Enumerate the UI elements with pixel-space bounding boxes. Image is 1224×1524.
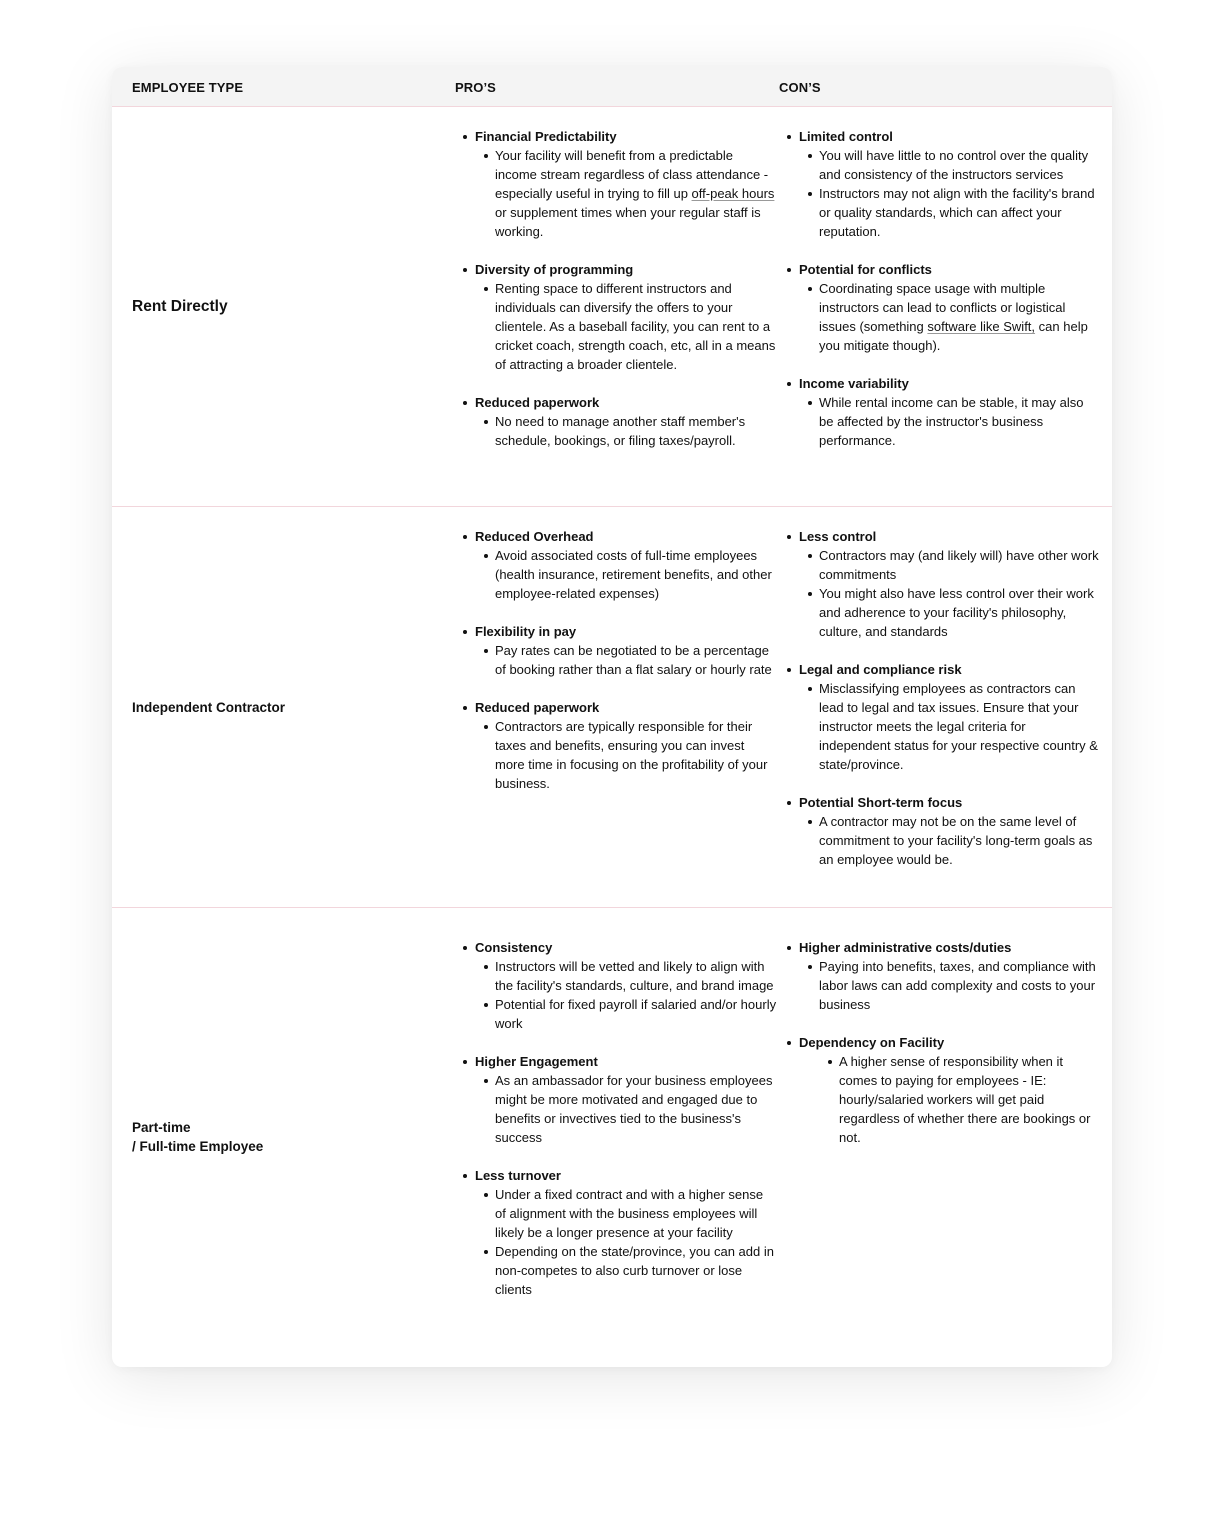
cons-cell — [779, 127, 1099, 469]
list-item — [779, 527, 1099, 641]
sub-item: Renting space to different instructors and individuals can diversify the offers to your clientele. As a baseball facility, you can rent to a cricket coach, strength coach, etc, all in a means of attracting a broader clientele. — [495, 281, 776, 372]
list-item — [779, 1033, 1099, 1147]
sub-item: No need to manage another staff member's schedule, bookings, or filing taxes/payroll. — [495, 412, 777, 450]
item-heading: Less control — [799, 529, 877, 544]
sub-item — [495, 146, 777, 241]
table-header — [112, 67, 1112, 107]
item-heading: Reduced paperwork — [475, 700, 600, 715]
header-pros: PRO’S — [455, 80, 496, 95]
item-heading: Flexibility in pay — [475, 624, 577, 639]
list-item — [455, 127, 777, 241]
list-item — [779, 374, 1099, 450]
table-row — [112, 908, 1112, 1367]
sub-item: Under a fixed contract and with a higher sense of alignment with the business employees will likely be a longer presence at your facility — [495, 1185, 777, 1242]
sub-item: You might also have less control over their work and adherence to your facility's philosophy, culture, and standards — [819, 584, 1099, 641]
sub-item: You will have little to no control over the quality and consistency of the instructors services — [819, 146, 1099, 184]
item-heading: Income variability — [799, 376, 909, 391]
list-item — [455, 1166, 777, 1299]
comparison-table — [112, 67, 1112, 1367]
text: can help you mitigate though). — [819, 319, 1088, 353]
item-heading: Dependency on Facility — [799, 1035, 945, 1050]
list-item — [455, 393, 777, 450]
pros-cell — [455, 938, 777, 1318]
sub-item: Misclassifying employees as contractors can lead to legal and tax issues. Ensure that your instructor meets the legal criteria for independent status for your respective country & state/province. — [819, 681, 1098, 772]
item-heading: Consistency — [475, 940, 553, 955]
list-item — [779, 260, 1099, 355]
sub-item: Instructors may not align with the facility's brand or quality standards, which can affect your reputation. — [819, 184, 1099, 241]
item-heading: Potential Short-term focus — [799, 795, 963, 810]
sub-item: Instructors will be vetted and likely to align with the facility's standards, culture, and brand image — [495, 957, 777, 995]
sub-item: A higher sense of responsibility when it comes to paying for employees - IE: hourly/salaried workers will get paid regardless of whether there are bookings or not. — [839, 1052, 1099, 1147]
item-heading: Potential for conflicts — [799, 262, 932, 277]
item-heading: Reduced Overhead — [475, 529, 594, 544]
row-label-employee — [132, 1118, 263, 1156]
item-heading: Legal and compliance risk — [799, 662, 962, 677]
table-row — [112, 107, 1112, 507]
list-item — [779, 938, 1099, 1014]
sub-item: Depending on the state/province, you can add in non-competes to also curb turnover or lose clients — [495, 1242, 777, 1299]
sub-item: Potential for fixed payroll if salaried and/or hourly work — [495, 997, 777, 1031]
pros-cell — [455, 127, 777, 469]
list-item — [779, 127, 1099, 241]
text: or supplement times when your regular staff is working. — [495, 205, 761, 239]
row-label-independent-contractor: Independent Contractor — [132, 700, 286, 715]
list-item — [455, 260, 777, 374]
list-item — [455, 527, 777, 603]
row-label-line: / Full-time Employee — [132, 1139, 264, 1154]
cons-cell — [779, 527, 1099, 888]
header-employee-type: EMPLOYEE TYPE — [132, 80, 244, 95]
item-heading: Higher administrative costs/duties — [799, 940, 1012, 955]
software-like-swift-link[interactable]: software like Swift, — [927, 319, 1036, 334]
list-item — [455, 938, 777, 1033]
item-heading: Financial Predictability — [475, 129, 617, 144]
list-item — [779, 660, 1099, 774]
sub-item: A contractor may not be on the same level of commitment to your facility's long-term goals as an employee would be. — [819, 812, 1099, 869]
list-item — [779, 793, 1099, 869]
sub-item: As an ambassador for your business employees might be more motivated and engaged due to benefits or invectives tied to the business's success — [495, 1071, 777, 1147]
sub-item: While rental income can be stable, it may also be affected by the instructor's business performance. — [819, 393, 1099, 450]
text: Your facility will benefit from a predictable income stream regardless of class attendance - especially useful in trying to fill up — [495, 148, 769, 201]
item-heading: Limited control — [799, 129, 893, 144]
item-heading: Reduced paperwork — [475, 395, 600, 410]
cons-cell — [779, 938, 1099, 1166]
sub-item: Avoid associated costs of full-time employees (health insurance, retirement benefits, and other employee-related expenses) — [495, 546, 777, 603]
list-item — [455, 698, 777, 793]
row-label-line: Part-time — [132, 1120, 191, 1135]
off-peak-hours-link[interactable]: off-peak hours — [691, 186, 775, 201]
list-item — [455, 1052, 777, 1147]
item-heading: Less turnover — [475, 1168, 561, 1183]
sub-item: Pay rates can be negotiated to be a percentage of booking rather than a flat salary or hourly rate — [495, 641, 777, 679]
sub-item: Contractors are typically responsible for their taxes and benefits, ensuring you can invest more time in focusing on the profitability of your business. — [495, 717, 777, 793]
row-label-rent-directly: Rent Directly — [132, 298, 228, 315]
text: Coordinating space usage with multiple instructors can lead to conflicts or logistical issues (something — [819, 281, 1066, 334]
header-cons: CON’S — [779, 80, 821, 95]
sub-item: Contractors may (and likely will) have other work commitments — [819, 548, 1099, 582]
sub-item — [819, 279, 1099, 355]
item-heading: Higher Engagement — [475, 1054, 598, 1069]
table-row — [112, 507, 1112, 908]
list-item — [455, 622, 777, 679]
pros-cell — [455, 527, 777, 812]
item-heading: Diversity of programming — [475, 262, 634, 277]
sub-item: Paying into benefits, taxes, and compliance with labor laws can add complexity and costs to your business — [819, 957, 1099, 1014]
